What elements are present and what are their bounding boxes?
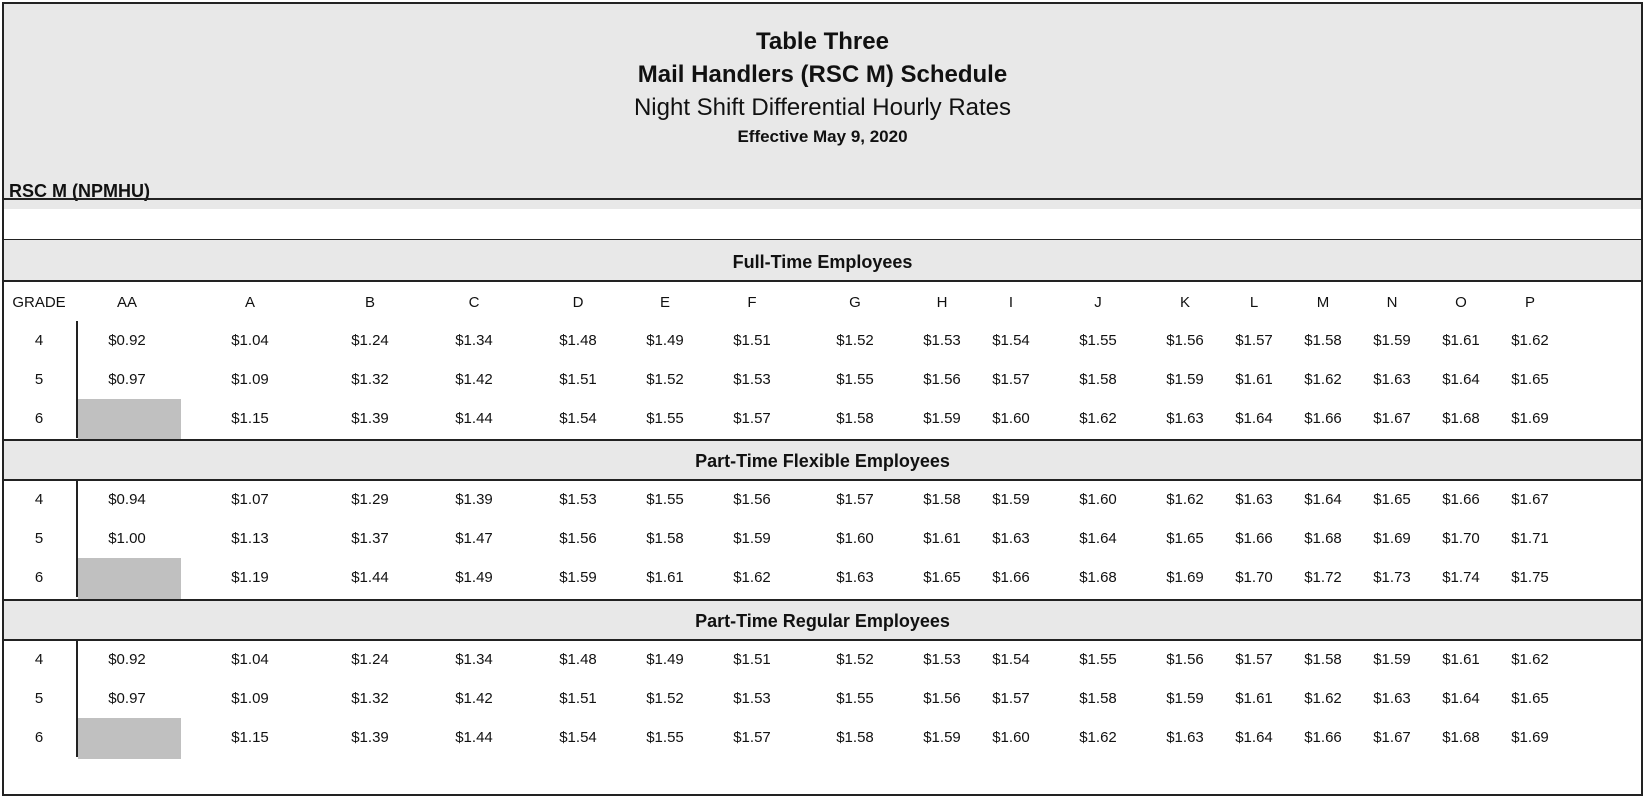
schedule-title: Mail Handlers (RSC M) Schedule xyxy=(637,61,1008,88)
rate-cell: $1.69 xyxy=(1166,569,1204,586)
rate-cell: $1.51 xyxy=(559,371,597,388)
divider xyxy=(4,439,1641,441)
rate-cell: $1.64 xyxy=(1235,729,1273,746)
rate-cell: $1.44 xyxy=(455,410,493,427)
rate-cell: $1.52 xyxy=(646,690,684,707)
rate-cell: $1.74 xyxy=(1442,569,1480,586)
rate-cell: $1.53 xyxy=(923,332,961,349)
rate-cell: $1.71 xyxy=(1511,530,1549,547)
rate-cell: $1.55 xyxy=(1079,332,1117,349)
rate-cell: $1.58 xyxy=(1079,690,1117,707)
rate-cell: $1.52 xyxy=(836,332,874,349)
grade-cell: 6 xyxy=(34,729,44,746)
column-header-aa: AA xyxy=(116,294,137,311)
rate-cell: $1.64 xyxy=(1442,690,1480,707)
rate-cell: $1.48 xyxy=(559,332,597,349)
section-header: Part-Time Regular Employees xyxy=(4,599,1641,639)
rate-cell: $1.67 xyxy=(1373,410,1411,427)
grade-cell: 5 xyxy=(34,371,44,388)
rate-cell: $1.70 xyxy=(1442,530,1480,547)
rate-cell: $1.56 xyxy=(1166,332,1204,349)
rate-cell: $1.61 xyxy=(1235,690,1273,707)
rate-cell: $1.64 xyxy=(1079,530,1117,547)
rate-cell: $1.72 xyxy=(1304,569,1342,586)
rate-cell: $1.75 xyxy=(1511,569,1549,586)
divider xyxy=(4,198,1641,200)
column-header-b: B xyxy=(364,294,375,311)
rate-cell: $1.39 xyxy=(351,410,389,427)
rate-cell: $1.52 xyxy=(646,371,684,388)
rate-cell: $1.51 xyxy=(733,332,771,349)
rate-cell: $1.56 xyxy=(733,491,771,508)
rate-cell: $1.64 xyxy=(1235,410,1273,427)
rate-cell: $1.09 xyxy=(231,371,269,388)
rate-cell: $1.32 xyxy=(351,371,389,388)
rate-cell: $1.62 xyxy=(1166,491,1204,508)
divider xyxy=(4,599,1641,601)
rate-cell: $1.59 xyxy=(1373,332,1411,349)
rate-cell: $1.69 xyxy=(1511,729,1549,746)
rate-cell: $1.67 xyxy=(1373,729,1411,746)
rate-cell: $1.59 xyxy=(559,569,597,586)
rate-cell: $1.58 xyxy=(836,729,874,746)
column-header-j: J xyxy=(1094,294,1102,311)
column-header-d: D xyxy=(572,294,584,311)
rate-cell: $1.56 xyxy=(923,371,961,388)
rate-cell: $1.60 xyxy=(992,729,1030,746)
rate-cell: $1.15 xyxy=(231,410,269,427)
rate-cell: $1.65 xyxy=(923,569,961,586)
column-header-o: O xyxy=(1455,294,1467,311)
rate-cell: $1.58 xyxy=(1079,371,1117,388)
rate-cell: $1.64 xyxy=(1304,491,1342,508)
column-header-i: I xyxy=(1008,294,1014,311)
rate-cell: $1.61 xyxy=(923,530,961,547)
rate-cell: $1.49 xyxy=(646,332,684,349)
rate-cell: $1.54 xyxy=(559,729,597,746)
rate-cell: $1.68 xyxy=(1304,530,1342,547)
rate-cell: $1.60 xyxy=(992,410,1030,427)
rate-cell: $1.57 xyxy=(1235,332,1273,349)
rate-cell: $1.52 xyxy=(836,651,874,668)
rate-cell: $1.61 xyxy=(1235,371,1273,388)
rate-cell: $1.24 xyxy=(351,332,389,349)
rate-cell: $1.62 xyxy=(733,569,771,586)
section-header: Part-Time Flexible Employees xyxy=(4,439,1641,479)
column-header-e: E xyxy=(659,294,670,311)
rate-cell: $1.55 xyxy=(646,491,684,508)
column-header-k: K xyxy=(1179,294,1190,311)
rate-cell: $1.09 xyxy=(231,690,269,707)
schedule-code: RSC M (NPMHU) xyxy=(9,181,150,201)
rate-cell: $1.34 xyxy=(455,651,493,668)
rate-cell: $1.42 xyxy=(455,371,493,388)
rate-cell: $1.07 xyxy=(231,491,269,508)
rate-cell: $1.39 xyxy=(455,491,493,508)
rate-cell: $1.63 xyxy=(1235,491,1273,508)
rate-table xyxy=(2,2,1643,796)
rate-cell: $0.94 xyxy=(108,491,146,508)
column-header-p: P xyxy=(1524,294,1535,311)
section-header: Full-Time Employees xyxy=(4,240,1641,280)
rate-cell: $0.92 xyxy=(108,332,146,349)
rate-cell: $1.65 xyxy=(1511,371,1549,388)
rate-cell: $1.53 xyxy=(733,690,771,707)
rate-cell: $1.47 xyxy=(455,530,493,547)
rate-cell: $1.66 xyxy=(1304,729,1342,746)
rate-cell: $1.60 xyxy=(1079,491,1117,508)
rate-cell: $1.68 xyxy=(1442,410,1480,427)
rate-cell: $1.65 xyxy=(1166,530,1204,547)
table-title: Table Three xyxy=(756,28,889,55)
rate-cell: $1.62 xyxy=(1511,332,1549,349)
grade-cell: 4 xyxy=(34,651,44,668)
column-header-h: H xyxy=(936,294,948,311)
rate-cell: $1.68 xyxy=(1442,729,1480,746)
rate-cell: $1.65 xyxy=(1511,690,1549,707)
rate-cell: $1.32 xyxy=(351,690,389,707)
rate-cell: $1.24 xyxy=(351,651,389,668)
rate-cell: $1.64 xyxy=(1442,371,1480,388)
rate-cell: $1.70 xyxy=(1235,569,1273,586)
rate-cell: $1.59 xyxy=(1166,690,1204,707)
rate-cell: $1.62 xyxy=(1304,690,1342,707)
rate-cell: $1.66 xyxy=(1442,491,1480,508)
rate-cell: $1.69 xyxy=(1511,410,1549,427)
rate-cell: $0.97 xyxy=(108,371,146,388)
column-header-a: A xyxy=(244,294,255,311)
rate-cell: $1.34 xyxy=(455,332,493,349)
grade-cell: 4 xyxy=(34,332,44,349)
rate-cell: $1.63 xyxy=(1166,410,1204,427)
rate-cell: $1.04 xyxy=(231,332,269,349)
rate-cell: $1.61 xyxy=(1442,651,1480,668)
column-header-c: C xyxy=(468,294,480,311)
rate-cell: $1.39 xyxy=(351,729,389,746)
rate-cell: $1.61 xyxy=(1442,332,1480,349)
column-header-n: N xyxy=(1386,294,1398,311)
rate-cell: $0.92 xyxy=(108,651,146,668)
column-header-f: F xyxy=(747,294,757,311)
rate-cell: $1.68 xyxy=(1079,569,1117,586)
column-header-l: L xyxy=(1249,294,1259,311)
rate-cell: $1.59 xyxy=(733,530,771,547)
grade-cell: 4 xyxy=(34,491,44,508)
rate-cell: $1.53 xyxy=(559,491,597,508)
column-header-grade: GRADE xyxy=(12,294,66,311)
rate-cell: $1.67 xyxy=(1511,491,1549,508)
grade-cell: 6 xyxy=(34,569,44,586)
rate-cell: $1.66 xyxy=(1235,530,1273,547)
rate-cell: $1.57 xyxy=(992,690,1030,707)
rate-cell: $1.58 xyxy=(646,530,684,547)
rate-cell: $1.48 xyxy=(559,651,597,668)
rate-cell: $1.15 xyxy=(231,729,269,746)
rate-cell: $1.61 xyxy=(646,569,684,586)
rate-cell: $1.53 xyxy=(923,651,961,668)
rate-cell: $1.66 xyxy=(1304,410,1342,427)
rate-cell: $1.58 xyxy=(836,410,874,427)
rate-cell: $1.62 xyxy=(1079,729,1117,746)
rate-cell: $1.58 xyxy=(1304,651,1342,668)
rate-cell: $1.56 xyxy=(1166,651,1204,668)
rate-cell: $0.97 xyxy=(108,690,146,707)
column-header-g: G xyxy=(849,294,861,311)
column-header-m: M xyxy=(1316,294,1330,311)
rate-cell: $1.59 xyxy=(923,729,961,746)
grade-cell: 5 xyxy=(34,690,44,707)
rate-cell: $1.19 xyxy=(231,569,269,586)
rate-cell: $1.37 xyxy=(351,530,389,547)
rate-cell: $1.29 xyxy=(351,491,389,508)
rate-cell: $1.63 xyxy=(836,569,874,586)
rate-cell: $1.57 xyxy=(733,729,771,746)
rate-cell: $1.57 xyxy=(733,410,771,427)
rate-cell: $1.58 xyxy=(1304,332,1342,349)
empty-cell xyxy=(78,558,181,599)
rate-cell: $1.62 xyxy=(1511,651,1549,668)
rate-cell: $1.73 xyxy=(1373,569,1411,586)
table-header xyxy=(4,4,1641,209)
rate-cell: $1.55 xyxy=(836,690,874,707)
rate-cell: $1.58 xyxy=(923,491,961,508)
rate-cell: $1.54 xyxy=(992,332,1030,349)
effective-date: Effective May 9, 2020 xyxy=(737,127,908,146)
rate-cell: $1.57 xyxy=(1235,651,1273,668)
rate-cell: $1.60 xyxy=(836,530,874,547)
rate-cell: $1.62 xyxy=(1079,410,1117,427)
rate-description: Night Shift Differential Hourly Rates xyxy=(633,94,1012,121)
rate-cell: $1.55 xyxy=(1079,651,1117,668)
rate-cell: $1.44 xyxy=(455,729,493,746)
divider xyxy=(4,280,1641,282)
rate-cell: $1.63 xyxy=(1373,371,1411,388)
rate-cell: $1.55 xyxy=(836,371,874,388)
rate-cell: $1.69 xyxy=(1373,530,1411,547)
rate-cell: $1.63 xyxy=(992,530,1030,547)
rate-cell: $1.51 xyxy=(733,651,771,668)
rate-cell: $1.62 xyxy=(1304,371,1342,388)
rate-cell: $1.55 xyxy=(646,729,684,746)
rate-cell: $1.59 xyxy=(1166,371,1204,388)
rate-cell: $1.49 xyxy=(646,651,684,668)
rate-cell: $1.57 xyxy=(836,491,874,508)
rate-cell: $1.54 xyxy=(559,410,597,427)
rate-cell: $1.13 xyxy=(231,530,269,547)
rate-cell: $1.42 xyxy=(455,690,493,707)
rate-cell: $1.49 xyxy=(455,569,493,586)
rate-cell: $1.63 xyxy=(1373,690,1411,707)
rate-cell: $1.56 xyxy=(559,530,597,547)
rate-cell: $1.59 xyxy=(923,410,961,427)
grade-cell: 5 xyxy=(34,530,44,547)
rate-cell: $1.51 xyxy=(559,690,597,707)
rate-cell: $1.44 xyxy=(351,569,389,586)
empty-cell xyxy=(78,399,181,440)
rate-cell: $1.00 xyxy=(108,530,146,547)
rate-cell: $1.54 xyxy=(992,651,1030,668)
rate-cell: $1.55 xyxy=(646,410,684,427)
rate-cell: $1.53 xyxy=(733,371,771,388)
grade-cell: 6 xyxy=(34,410,44,427)
rate-cell: $1.57 xyxy=(992,371,1030,388)
rate-cell: $1.04 xyxy=(231,651,269,668)
empty-cell xyxy=(78,718,181,759)
rate-cell: $1.63 xyxy=(1166,729,1204,746)
rate-cell: $1.59 xyxy=(992,491,1030,508)
rate-cell: $1.59 xyxy=(1373,651,1411,668)
rate-cell: $1.56 xyxy=(923,690,961,707)
rate-cell: $1.66 xyxy=(992,569,1030,586)
rate-cell: $1.65 xyxy=(1373,491,1411,508)
